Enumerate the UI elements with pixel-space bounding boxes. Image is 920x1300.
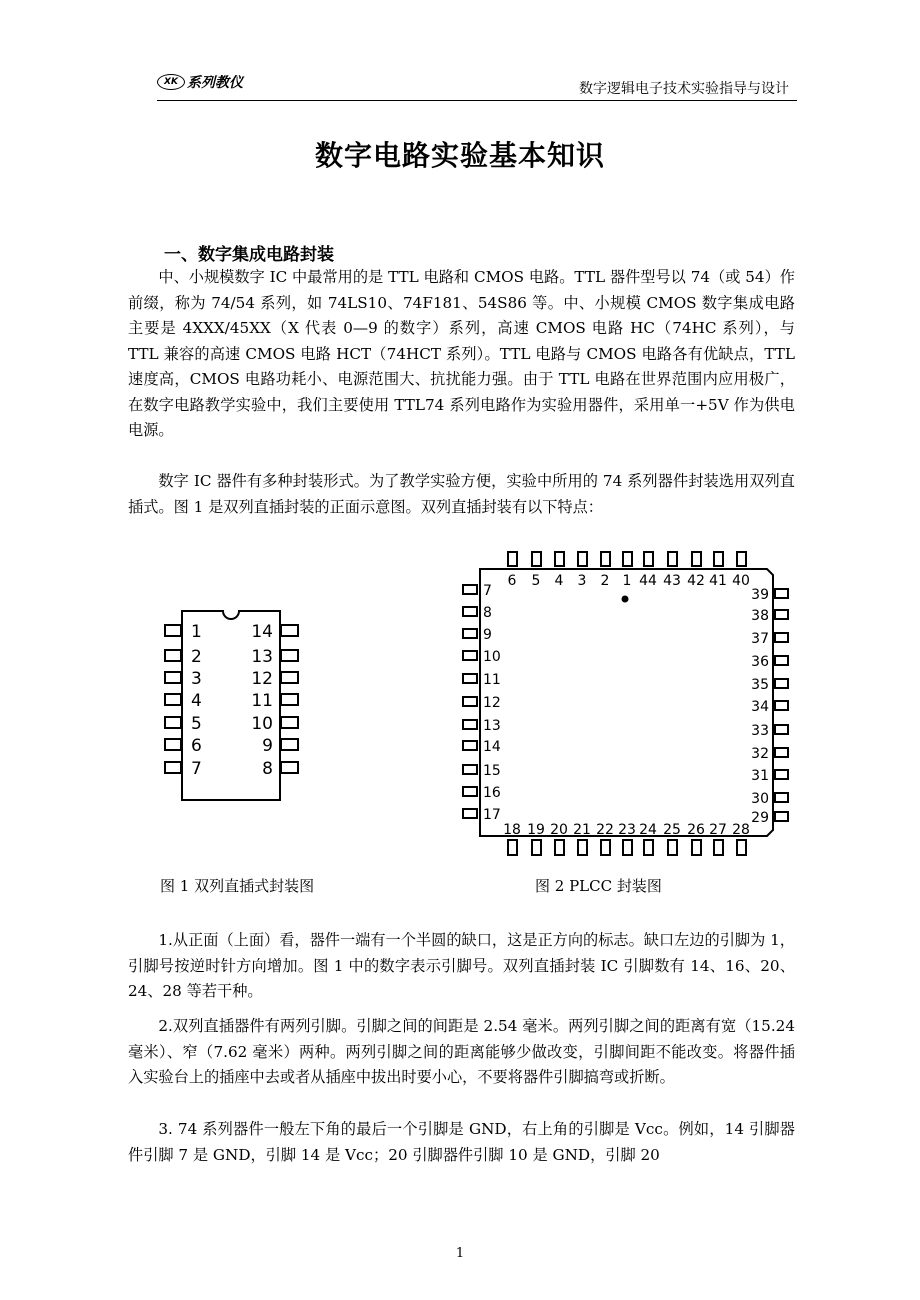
plcc-pin-label-top: 41 [709,573,727,589]
plcc-pin-top [555,552,564,566]
plcc-pin-top [578,552,587,566]
paragraph-ic-families: 中、小规模数字 IC 中最常用的是 TTL 电路和 CMOS 电路。TTL 器件型号以 74（或 54）作前缀，称为 74/54 系列，如 74LS10、74F181、54S86 等。中、小规模 CMOS 数字集成电路主要是 4XXX/45XX（X 代表 0—9 的数字）系列，高速 CMOS 电路 HC（74HC 系列），与 TTL 兼容的高速 CMOS 电路 HCT（74HCT 系列）。TTL 电路与 CMOS 电路各有优缺点，TTL 速度高，CMOS 电路功耗小、电源范围大、抗扰能力强。由于 TTL 电路在世界范围内应用极广，在数字电路教学实验中，我们主要使用 TTL74 系列电路作为实验用器件，采用单一+5V 作为供电电源。 [128,268,795,439]
plcc-pin-label-right: 35 [751,677,769,693]
brand-logo [157,72,243,92]
plcc-pin-bottom [623,840,632,855]
dip-pin-left [165,672,181,683]
plcc-pin-label-top: 2 [600,573,610,589]
plcc-pin-label-bottom: 26 [687,822,705,838]
dip-pin-label-left: 3 [191,669,202,689]
plcc-pin-right [775,793,788,802]
plcc-pin-label-right: 39 [751,587,769,603]
plcc-pin-bottom [737,840,746,855]
plcc-pin-label-bottom: 19 [527,822,545,838]
dip-pin-label-right: 13 [251,647,273,667]
plcc-pin-label-left: 8 [483,605,492,621]
plcc-pin-label-top: 3 [577,573,587,589]
plcc-pin-label-bottom: 24 [639,822,657,838]
plcc-pin-top [601,552,610,566]
plcc-pin-label-bottom: 18 [503,822,521,838]
paragraph-point-2: 2.双列直插器件有两列引脚。引脚之间的间距是 2.54 毫米。两列引脚之间的距离有宽（15.24 毫米）、窄（7.62 毫米）两种。两列引脚之间的距离能够少做改变，引脚间距不能改变。将器件插入实验台上的插座中去或者从插座中拔出时要小心，不要将器件引脚搞弯或折断。 [128,1017,795,1086]
plcc-pin-bottom [692,840,701,855]
plcc-pin-label-bottom: 25 [663,822,681,838]
dip-pin-right [281,739,298,750]
plcc-pin-right [775,725,788,734]
plcc-package-figure [455,547,800,862]
plcc-pin-label-left: 10 [483,649,501,665]
plcc-pin-left [463,765,477,774]
plcc-pin-top [737,552,746,566]
plcc-pin-bottom [578,840,587,855]
dip-pin-label-right: 10 [251,714,273,734]
dip-pin-right [281,762,298,773]
plcc-pin-left [463,720,477,729]
plcc-pin-bottom [508,840,517,855]
header-title: 数字逻辑电子技术实验指导与设计 [579,81,789,97]
plcc-pin-left [463,607,477,616]
dip-pin-label-right: 8 [262,759,273,779]
plcc-pin-top [623,552,632,566]
plcc-pin-top [508,552,517,566]
dip-pin-label-left: 5 [191,714,202,734]
plcc-pin-left [463,674,477,683]
dip-pin-right [281,694,298,705]
dip-pin-label-left: 7 [191,759,202,779]
plcc-pin-bottom [714,840,723,855]
dip-pin-left [165,694,181,705]
page-header [157,74,797,101]
plcc-pin-label-left: 7 [483,583,492,599]
plcc-pin-left [463,585,477,594]
plcc-pin-bottom [601,840,610,855]
dip-pin-left [165,762,181,773]
plcc-pin-right [775,589,788,598]
plcc-pin-label-right: 32 [751,746,769,762]
plcc-pin-label-bottom: 22 [596,822,614,838]
plcc-pin-right [775,701,788,710]
plcc-pin-label-right: 30 [751,791,769,807]
plcc-pin-label-right: 33 [751,723,769,739]
plcc-pin-label-left: 14 [483,739,501,755]
plcc-pin-label-right: 29 [751,810,769,826]
plcc-pin-label-bottom: 28 [732,822,750,838]
dip-pin-right [281,672,298,683]
plcc-pin-right [775,610,788,619]
plcc-pin-left [463,809,477,818]
plcc-pin-right [775,812,788,821]
dip-pin-left [165,717,181,728]
plcc-pin-right [775,633,788,642]
plcc-pin-right [775,679,788,688]
dip-pin-left [165,625,181,636]
dip-pin-right [281,717,298,728]
figure1-caption: 图 1 双列直插式封装图 [160,877,315,895]
plcc-pin-label-bottom: 27 [709,822,727,838]
plcc-pin-label-right: 31 [751,768,769,784]
page-title: 数字电路实验基本知识 [314,139,605,172]
plcc-pin-left [463,741,477,750]
plcc-pin-label-left: 11 [483,672,501,688]
plcc-pin-top [714,552,723,566]
plcc-pin-label-top: 1 [622,573,632,589]
plcc-pin-label-left: 15 [483,763,501,779]
dip-pin-right [281,625,298,636]
plcc-pin-top [532,552,541,566]
plcc-pin-label-top: 43 [663,573,681,589]
plcc-pin-label-left: 9 [483,627,492,643]
figure2-caption: 图 2 PLCC 封装图 [535,877,662,895]
plcc-pin-right [775,748,788,757]
plcc-pin-label-left: 12 [483,695,501,711]
plcc-pin-label-top: 44 [639,573,657,589]
section-heading: 一、数字集成电路封装 [164,245,334,265]
plcc-pin-label-left: 13 [483,718,501,734]
dip-pin-right [281,650,298,661]
logo-mark: XK [157,74,185,90]
plcc-pin-left [463,787,477,796]
plcc-pin-right [775,656,788,665]
dip-pin-label-right: 9 [262,736,273,756]
plcc-pin-label-right: 37 [751,631,769,647]
dip-package-figure [155,605,305,805]
plcc-pin-label-bottom: 20 [550,822,568,838]
plcc-pin-label-top: 4 [554,573,564,589]
dip-pin-label-left: 4 [191,691,202,711]
plcc-pin-label-top: 42 [687,573,705,589]
plcc-pin-top [692,552,701,566]
plcc-pin-bottom [532,840,541,855]
plcc-pin-label-right: 36 [751,654,769,670]
plcc-pin-label-right: 34 [751,699,769,715]
plcc-pin-label-bottom: 23 [618,822,636,838]
dip-pin-label-right: 11 [251,691,273,711]
plcc-pin-left [463,651,477,660]
paragraph-point-3: 3. 74 系列器件一般左下角的最后一个引脚是 GND，右上角的引脚是 Vcc。例如，14 引脚器件引脚 7 是 GND，引脚 14 是 Vcc；20 引脚器件引脚 10 是 GND，引脚 20 [128,1120,795,1164]
plcc-pin-left [463,629,477,638]
plcc-pin-label-top: 40 [732,573,750,589]
dip-pin-label-left: 2 [191,647,202,667]
plcc-pin-bottom [555,840,564,855]
dip-pin-left [165,650,181,661]
plcc-pin-label-left: 17 [483,807,501,823]
page-number: 1 [455,1246,465,1261]
dip-pin-label-right: 12 [251,669,273,689]
logo-text: 系列教仪 [187,75,243,91]
dip-pin-label-right: 14 [251,622,273,642]
plcc-pin-top [644,552,653,566]
plcc-pin-label-right: 38 [751,608,769,624]
dip-pin-label-left: 1 [191,622,202,642]
plcc-pin-label-bottom: 21 [573,822,591,838]
plcc-pin-left [463,697,477,706]
plcc-pin-label-left: 16 [483,785,501,801]
plcc-pin-right [775,770,788,779]
paragraph-package-intro: 数字 IC 器件有多种封装形式。为了教学实验方便，实验中所用的 74 系列器件封装选用双列直插式。图 1 是双列直插封装的正面示意图。双列直插封装有以下特点： [128,472,795,516]
pin1-marker-dot [623,597,628,602]
paragraph-point-1: 1.从正面（上面）看，器件一端有一个半圆的缺口，这是正方向的标志。缺口左边的引脚为 1，引脚号按逆时针方向增加。图 1 中的数字表示引脚号。双列直插封装 IC 引脚数有 14、16、20、24、28 等若干种。 [128,931,795,1000]
plcc-pin-bottom [668,840,677,855]
dip-pin-label-left: 6 [191,736,202,756]
plcc-body-outline [480,569,773,836]
plcc-pin-label-top: 5 [531,573,541,589]
plcc-pin-label-top: 6 [507,573,517,589]
dip-pin-left [165,739,181,750]
plcc-pin-bottom [644,840,653,855]
plcc-pin-top [668,552,677,566]
